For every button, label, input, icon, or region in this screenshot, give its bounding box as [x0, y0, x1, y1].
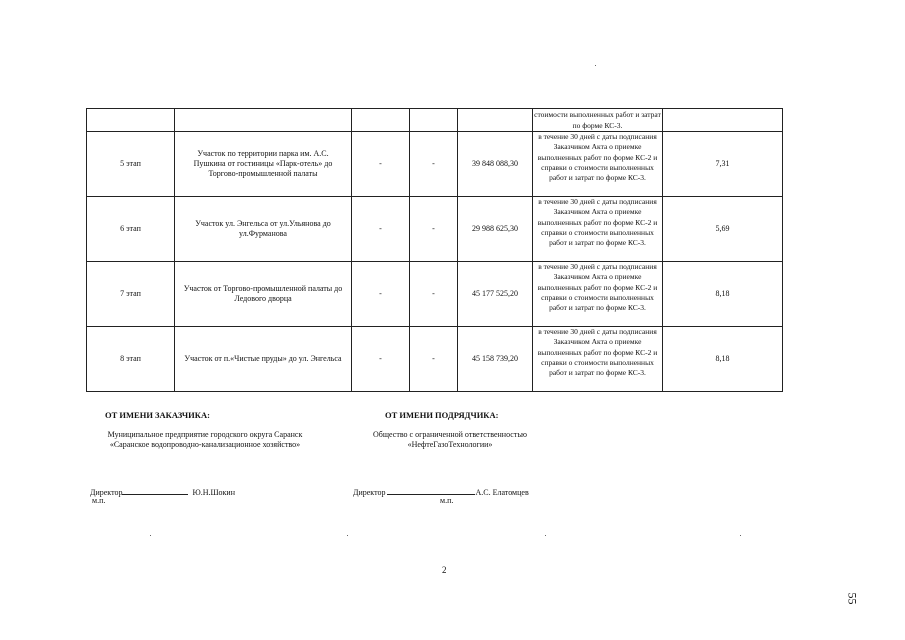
scan-speck — [347, 535, 348, 536]
stage-cell: 7 этап — [87, 262, 175, 327]
col4-cell: - — [410, 262, 458, 327]
table-row — [87, 262, 783, 327]
customer-name: Ю.Н.Шокин — [192, 488, 235, 497]
description-cell: Участок от п.«Чистые пруды» до ул. Энгельса — [175, 327, 352, 392]
col3-cell: - — [352, 197, 410, 262]
contractor-position: Директор — [353, 488, 386, 497]
stage-cell: 5 этап — [87, 132, 175, 197]
col3-cell: - — [352, 132, 410, 197]
customer-seal: м.п. — [92, 496, 106, 505]
scan-speck — [150, 535, 151, 536]
page-number: 2 — [442, 565, 447, 575]
customer-org: Муниципальное предприятие городского округа Саранск «Саранское водопроводно-канализационное хозяйство» — [107, 430, 303, 449]
amount-cell: 45 158 739,20 — [458, 327, 533, 392]
sheet-stamp-number: 55 — [845, 592, 860, 605]
description-cell: Участок по территории парка им. А.С. Пушкина от гостиницы «Парк-отель» до Торгово-промышленной палаты — [175, 132, 352, 197]
col3-cell: - — [352, 327, 410, 392]
amount-cell: 45 177 525,20 — [458, 262, 533, 327]
description-cell — [175, 109, 352, 132]
col3-cell — [352, 109, 410, 132]
terms-cell: в течение 30 дней с даты подписания Заказчиком Акта о приемке выполненных работ по форме КС-2 и справки о стоимости выполненных работ и затрат по форме КС-3. — [533, 197, 663, 262]
amount-cell: 39 848 088,30 — [458, 132, 533, 197]
contractor-heading: ОТ ИМЕНИ ПОДРЯДЧИКА: — [385, 410, 499, 420]
customer-heading: ОТ ИМЕНИ ЗАКАЗЧИКА: — [105, 410, 210, 420]
percent-cell: 8,18 — [663, 327, 783, 392]
col4-cell: - — [410, 197, 458, 262]
stage-cell: 6 этап — [87, 197, 175, 262]
col4-cell: - — [410, 132, 458, 197]
contractor-org: Общество с ограниченной ответственностью «НефтеГазоТехнологии» — [373, 430, 527, 449]
description-cell: Участок ул. Энгельса от ул.Ульянова до ул.Фурманова — [175, 197, 352, 262]
contractor-name: А.С. Елатомцев — [475, 488, 529, 497]
scan-speck — [595, 65, 596, 66]
signature-underline — [122, 485, 188, 495]
terms-cell: в течение 30 дней с даты подписания Заказчиком Акта о приемке выполненных работ по форме КС-2 и справки о стоимости выполненных работ и затрат по форме КС-3. — [533, 327, 663, 392]
col3-cell: - — [352, 262, 410, 327]
percent-cell: 8,18 — [663, 262, 783, 327]
terms-cell: в течение 30 дней с даты подписания Заказчиком Акта о приемке выполненных работ по форме КС-2 и справки о стоимости выполненных работ и затрат по форме КС-3. — [533, 262, 663, 327]
table-row — [87, 132, 783, 197]
contractor-seal: м.п. — [440, 496, 454, 505]
terms-cell: в течение 30 дней с даты подписания Заказчиком Акта о приемке выполненных работ по форме КС-2 и справки о стоимости выполненных работ и затрат по форме КС-3. — [533, 132, 663, 197]
col4-cell — [410, 109, 458, 132]
terms-cell: стоимости выполненных работ и затрат по форме КС-3. — [534, 110, 661, 130]
table-row — [87, 327, 783, 392]
percent-cell — [663, 109, 783, 132]
amount-cell: 29 988 625,30 — [458, 197, 533, 262]
percent-cell: 7,31 — [663, 132, 783, 197]
amount-cell — [458, 109, 533, 132]
stage-cell: 8 этап — [87, 327, 175, 392]
stage-cell — [87, 109, 175, 132]
col4-cell: - — [410, 327, 458, 392]
signature-underline — [387, 485, 475, 495]
scan-speck — [740, 535, 741, 536]
table-row-continuation — [87, 109, 783, 132]
description-cell: Участок от Торгово-промышленной палаты до Ледового дворца — [175, 262, 352, 327]
percent-cell: 5,69 — [663, 197, 783, 262]
stages-table — [86, 108, 783, 392]
scan-speck — [545, 535, 546, 536]
customer-position: Директор — [90, 488, 123, 497]
table-row — [87, 197, 783, 262]
customer-signature-line — [90, 485, 235, 498]
